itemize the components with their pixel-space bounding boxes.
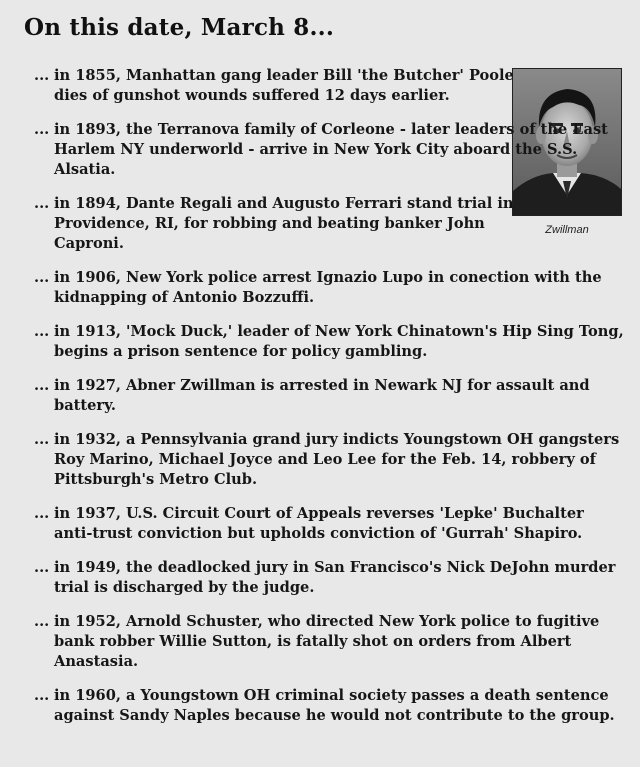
event-text: in 1937, U.S. Circuit Court of Appeals reverses 'Lepke' Buchalter anti-trust conviction but upholds conviction of 'Gurrah' Shapiro.	[54, 505, 584, 542]
event-item	[34, 66, 514, 106]
event-item	[34, 120, 624, 180]
event-lead: ...	[34, 195, 50, 212]
page-title: On this date, March 8...	[24, 14, 335, 41]
event-text: in 1894, Dante Regali and Augusto Ferrari stand trial in Providence, RI, for robbing and beating banker John Caproni.	[54, 195, 514, 252]
event-text: in 1906, New York police arrest Ignazio Lupo in conection with the kidnapping of Antonio Bozzuffi.	[54, 269, 602, 306]
event-item	[34, 558, 624, 598]
event-text: in 1893, the Terranova family of Corleone - later leaders of the East Harlem NY underworld - arrive in New York City aboard the S.S. Alsatia.	[54, 121, 608, 178]
event-text: in 1855, Manhattan gang leader Bill 'the Butcher' Poole dies of gunshot wounds suffered 12 days earlier.	[54, 67, 514, 104]
event-lead: ...	[34, 505, 50, 522]
event-item	[34, 686, 624, 726]
event-text: in 1952, Arnold Schuster, who directed New York police to fugitive bank robber Willie Sutton, is fatally shot on orders from Albert Anastasia.	[54, 613, 600, 670]
event-text: in 1960, a Youngstown OH criminal society passes a death sentence against Sandy Naples because he would not contribute to the group.	[54, 687, 615, 724]
event-text: in 1913, 'Mock Duck,' leader of New York Chinatown's Hip Sing Tong, begins a prison sentence for policy gambling.	[54, 323, 624, 360]
event-item	[34, 194, 514, 254]
photo-caption: Zwillman	[545, 224, 589, 236]
event-text: in 1949, the deadlocked jury in San Francisco's Nick DeJohn murder trial is discharged by the judge.	[54, 559, 616, 596]
event-item	[34, 504, 624, 544]
event-text: in 1927, Abner Zwillman is arrested in Newark NJ for assault and battery.	[54, 377, 590, 414]
event-item	[34, 430, 624, 490]
event-lead: ...	[34, 121, 50, 138]
event-list	[34, 66, 624, 740]
event-lead: ...	[34, 431, 50, 448]
event-lead: ...	[34, 687, 50, 704]
event-lead: ...	[34, 269, 50, 286]
event-lead: ...	[34, 613, 50, 630]
event-item	[34, 322, 624, 362]
event-item	[34, 268, 624, 308]
event-lead: ...	[34, 323, 50, 340]
event-lead: ...	[34, 559, 50, 576]
event-text: in 1932, a Pennsylvania grand jury indicts Youngstown OH gangsters Roy Marino, Michael Joyce and Leo Lee for the Feb. 14, robbery of Pittsburgh's Metro Club.	[54, 431, 620, 488]
event-lead: ...	[34, 377, 50, 394]
event-item	[34, 612, 624, 672]
event-lead: ...	[34, 67, 50, 84]
event-item	[34, 376, 624, 416]
